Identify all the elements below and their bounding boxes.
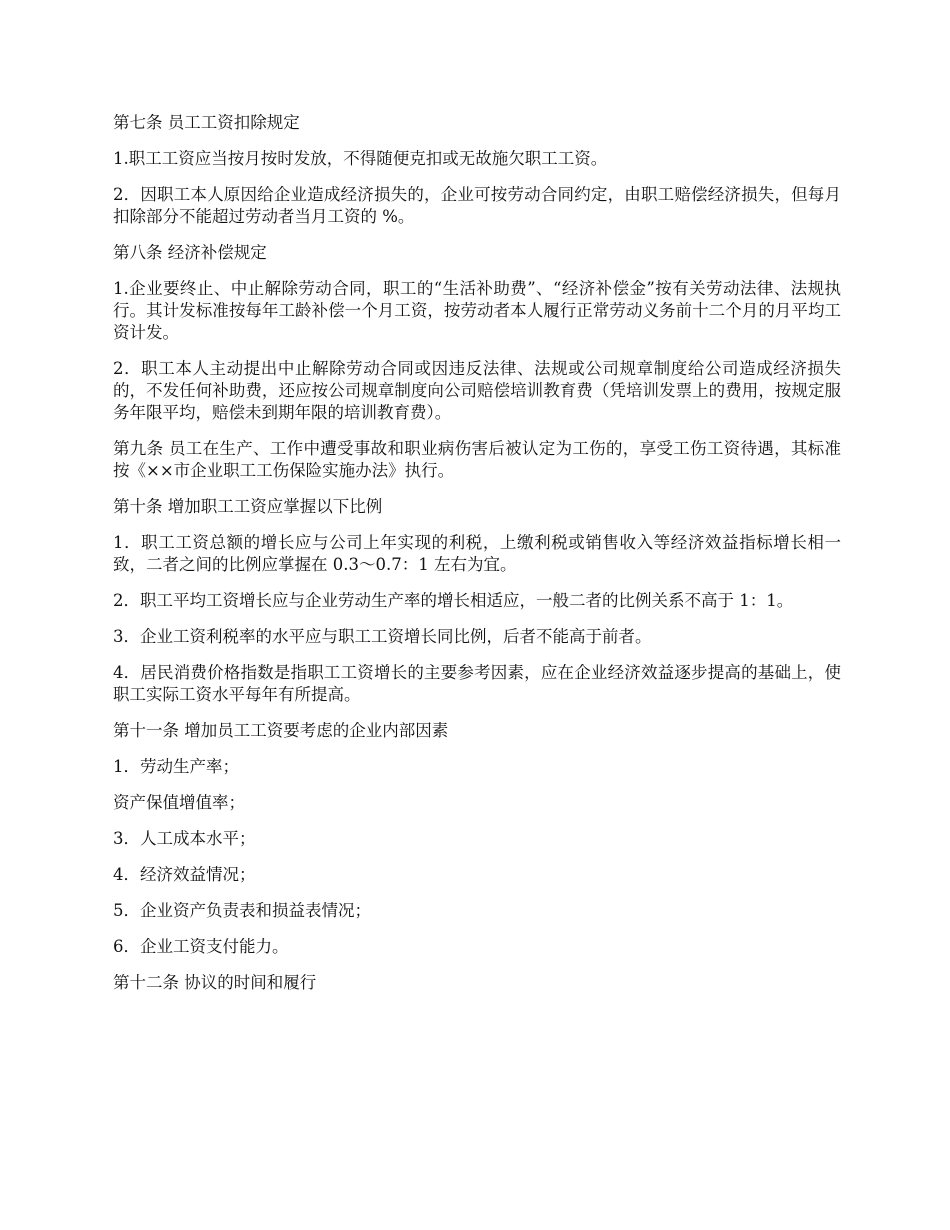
list-item: 4．经济效益情况； [113, 865, 256, 884]
document-body [113, 112, 841, 1008]
list-item: 1．劳动生产率； [113, 757, 239, 776]
list-item: 3．人工成本水平； [113, 829, 256, 848]
list-item: 6．企业工资支付能力。 [113, 937, 289, 956]
paragraph: 1．职工工资总额的增长应与公司上年实现的利税，上缴利税或销售收入等经济效益指标增长相一致，二者之间的比例应掌握在 0.3～0.7：1 左右为宜。 [113, 533, 841, 574]
paragraph: 1.企业要终止、中止解除劳动合同，职工的“生活补助费”、“经济补偿金”按有关劳动法律、法规执行。其计发标准按每年工龄补偿一个月工资，按劳动者本人履行正常劳动义务前十二个月的月平均工资计发。 [113, 279, 841, 342]
list-item: 资产保值增值率； [113, 793, 245, 812]
heading-article-10: 第十条 增加职工工资应掌握以下比例 [113, 497, 383, 516]
heading-article-8: 第八条 经济补偿规定 [113, 243, 267, 262]
heading-article-9: 第九条 员工在生产、工作中遭受事故和职业病伤害后被认定为工伤的，享受工伤工资待遇，其标准按《××市企业职工工伤保险实施办法》执行。 [113, 439, 841, 480]
paragraph: 4．居民消费价格指数是指职工工资增长的主要参考因素，应在企业经济效益逐步提高的基础上，使职工实际工资水平每年有所提高。 [113, 663, 841, 704]
heading-article-12: 第十二条 协议的时间和履行 [113, 973, 317, 992]
paragraph: 3．企业工资利税率的水平应与职工工资增长同比例，后者不能高于前者。 [113, 627, 652, 646]
list-item: 5．企业资产负责表和损益表情况； [113, 901, 371, 920]
heading-article-7: 第七条 员工工资扣除规定 [113, 113, 300, 132]
heading-article-11: 第十一条 增加员工工资要考虑的企业内部因素 [113, 721, 449, 740]
paragraph: 2．因职工本人原因给企业造成经济损失的，企业可按劳动合同约定，由职工赔偿经济损失，但每月扣除部分不能超过劳动者当月工资的 %。 [113, 185, 841, 226]
paragraph: 1.职工工资应当按月按时发放，不得随便克扣或无故施欠职工工资。 [113, 149, 608, 168]
paragraph: 2．职工本人主动提出中止解除劳动合同或因违反法律、法规或公司规章制度给公司造成经济损失的，不发任何补助费，还应按公司规章制度向公司赔偿培训教育费（凭培训发票上的费用，按规定服务年限平均，赔偿未到期年限的培训教育费）。 [113, 359, 841, 422]
paragraph: 2．职工平均工资增长应与企业劳动生产率的增长相适应，一般二者的比例关系不高于 1：1。 [113, 591, 794, 610]
